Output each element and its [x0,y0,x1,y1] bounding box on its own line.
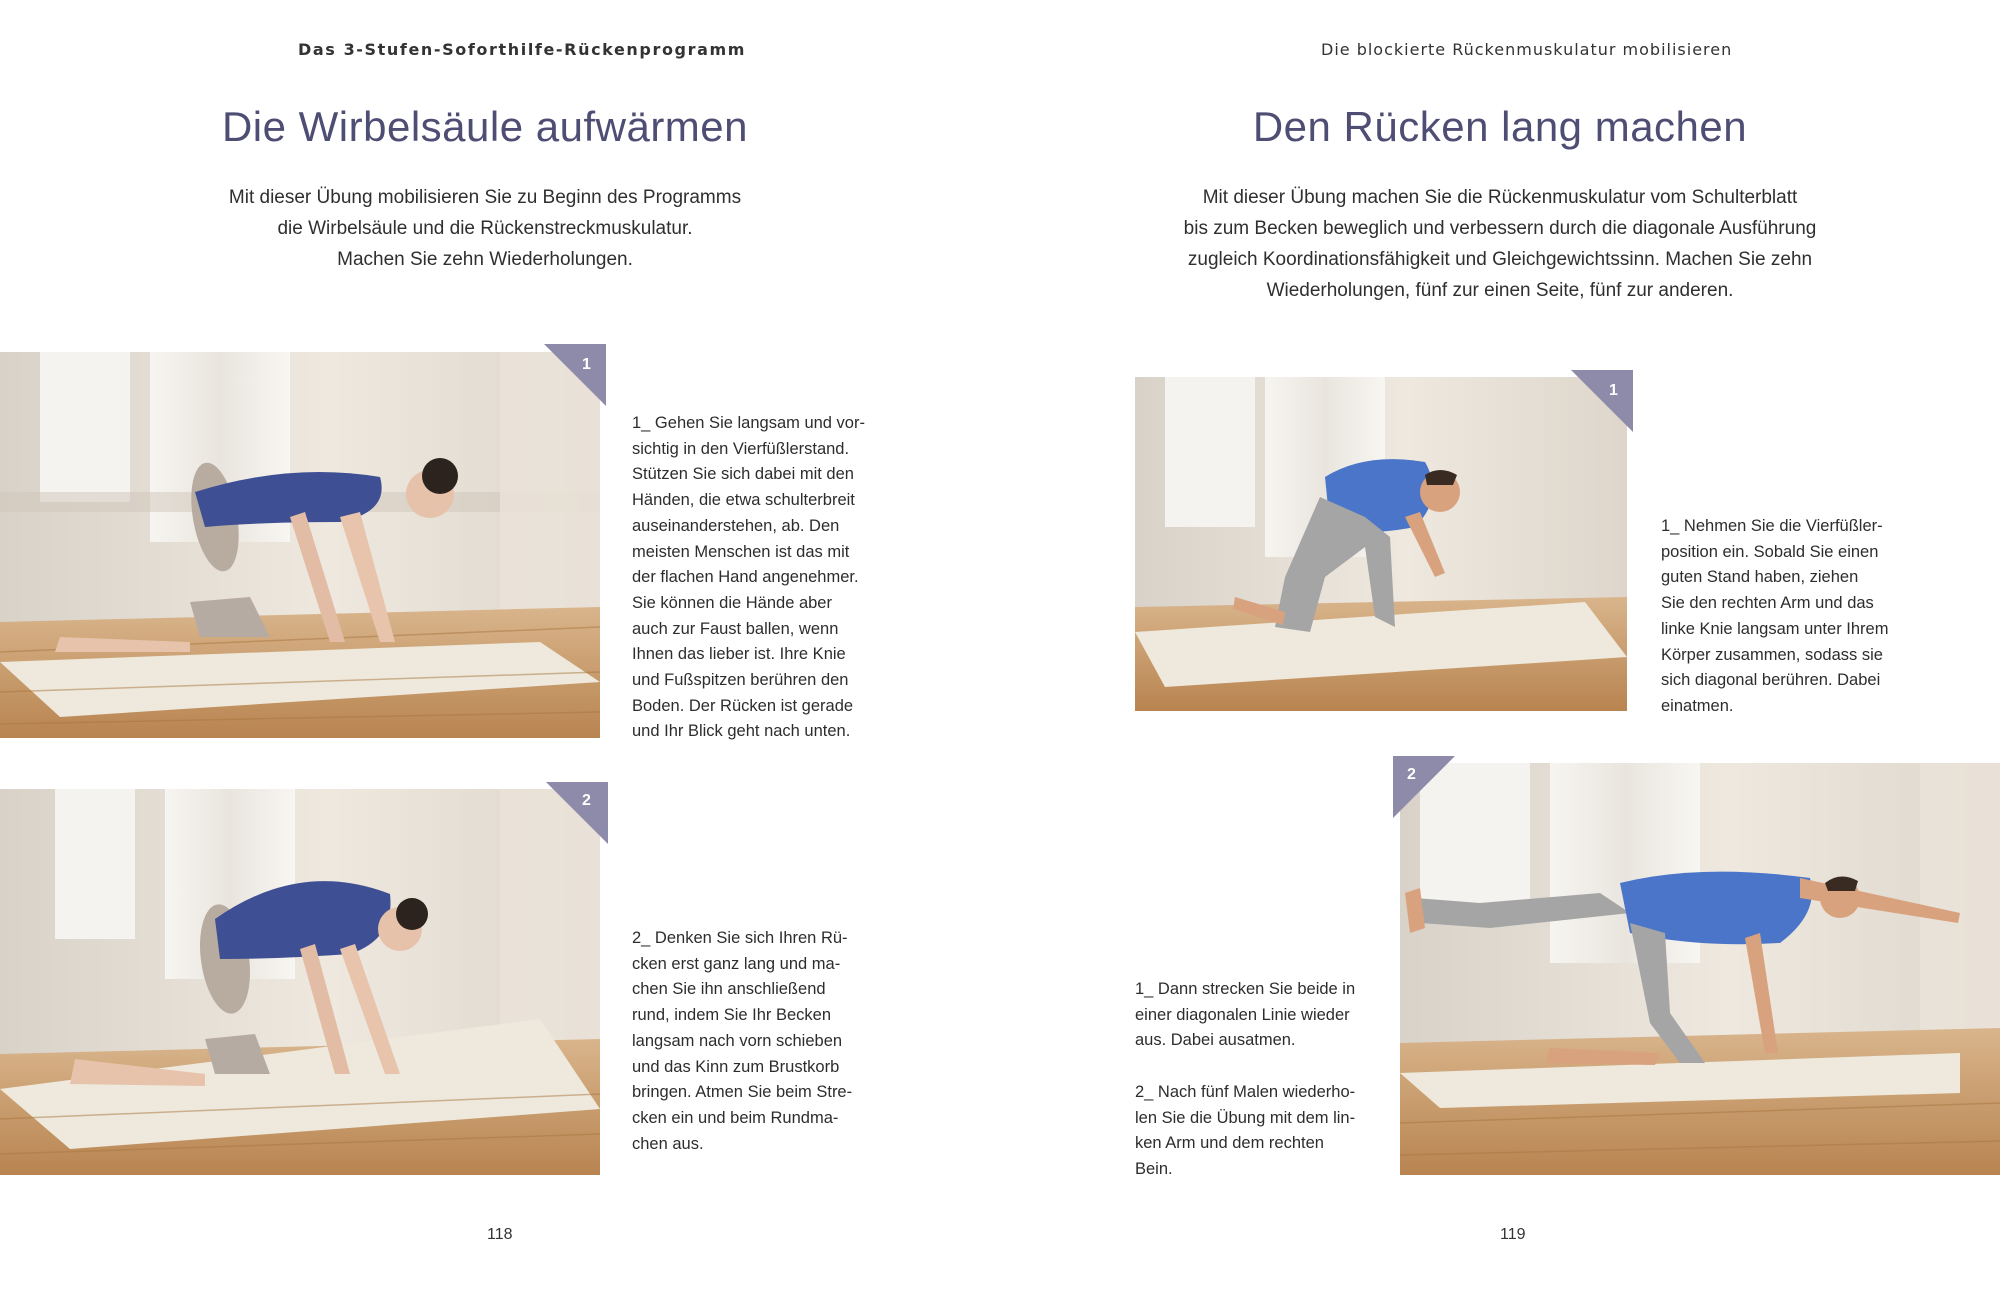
intro-left [0,182,970,275]
intro-line: Mit dieser Übung mobilisieren Sie zu Beginn des Programms [228,187,742,208]
text-line: langsam nach vorn schieben [632,1031,843,1050]
running-head-right: Die blockierte Rückenmuskulatur mobilisieren [1321,40,1733,59]
text-line: aus. Dabei ausatmen. [1135,1031,1296,1050]
page-title-left: Die Wirbelsäule aufwärmen [221,103,749,150]
text-line: bringen. Atmen Sie beim Stre- [632,1083,853,1102]
step-badge-1 [544,344,606,406]
text-line: cken ein und beim Rundma- [632,1108,839,1127]
text-line: einatmen. [1661,696,1734,715]
exercise-photo-cat-round-back [0,789,600,1175]
text-line: und Ihr Blick geht nach unten. [632,722,851,741]
text-line: 2_ Denken Sie sich Ihren Rü- [632,929,848,947]
intro-line: Machen Sie zehn Wiederholungen. [337,249,633,270]
intro-line: Wiederholungen, fünf zur einen Seite, fünf zur anderen. [1266,280,1734,301]
text-line: ken Arm und dem rechten [1135,1134,1324,1153]
text-line: Körper zusammen, sodass sie [1661,645,1883,664]
text-line: rund, indem Sie Ihr Becken [632,1006,832,1025]
intro-line: Mit dieser Übung machen Sie die Rückenmuskulatur vom Schulterblatt [1202,187,1798,208]
text-line: und das Kinn zum Brustkorb [632,1057,840,1076]
text-line: der flachen Hand angenehmer. [632,568,859,587]
text-line: sichtig in den Vierfüßlerstand. [632,439,850,458]
text-line: auseinanderstehen, ab. Den [632,516,840,535]
intro-line: zugleich Koordinationsfähigkeit und Gleichgewichtssinn. Machen Sie zehn [1187,249,1813,270]
exercise-photo-diagonal-stretch [1400,763,2000,1175]
intro-right [1000,182,2000,306]
text-line: chen Sie ihn anschließend [632,980,826,999]
step-badge-2 [1393,756,1455,818]
step-1-text-left [632,411,865,745]
text-line: linke Knie langsam unter Ihrem [1661,619,1889,638]
step-badge-number: 2 [582,792,591,809]
intro-line: die Wirbelsäule und die Rückenstreckmuskulatur. [277,218,693,239]
step-badge-2 [546,782,608,844]
text-line: Händen, die etwa schulterbreit [632,491,855,510]
text-line: 1_ Gehen Sie langsam und vor- [632,414,865,432]
text-line: Stützen Sie sich dabei mit den [632,465,854,484]
text-line: Boden. Der Rücken ist gerade [632,696,854,715]
text-line: Sie den rechten Arm und das [1661,594,1874,613]
text-line: 2_ Nach fünf Malen wiederho- [1135,1082,1356,1101]
step-1-text-right [1661,514,1888,720]
text-line: einer diagonalen Linie wieder [1135,1005,1350,1024]
text-line: Sie können die Hände aber [632,593,832,612]
text-line: auch zur Faust ballen, wenn [632,619,839,638]
step-badge-1 [1571,370,1633,432]
page-number-left: 118 [487,1226,513,1243]
text-line: Ihnen das lieber ist. Ihre Knie [632,645,846,664]
text-line: len Sie die Übung mit dem lin- [1135,1108,1356,1127]
step-badge-number: 1 [1609,382,1618,399]
text-line: Bein. [1135,1159,1173,1178]
text-line: sich diagonal berühren. Dabei [1661,671,1881,690]
text-line: 1_ Dann strecken Sie beide in [1135,980,1356,998]
exercise-photo-knee-to-elbow [1135,377,1627,711]
text-line: cken erst ganz lang und ma- [632,954,841,973]
text-line: guten Stand haben, ziehen [1661,568,1859,587]
right-page [1000,0,2000,1308]
step-2-text-right [1135,977,1355,1183]
step-badge-number: 1 [582,356,591,373]
text-line: und Fußspitzen berühren den [632,671,849,690]
step-2-text-left [632,926,852,1157]
intro-line: bis zum Becken beweglich und verbessern durch die diagonale Ausführung [1183,218,1817,239]
exercise-photo-cat-flat-back [0,352,600,738]
text-line: position ein. Sobald Sie einen [1661,542,1879,561]
step-badge-number: 2 [1407,766,1416,783]
page-number-right: 119 [1500,1226,1526,1243]
text-line: meisten Menschen ist das mit [632,542,850,561]
text-line: 1_ Nehmen Sie die Vierfüßler- [1661,517,1883,535]
page-title-right: Den Rücken lang machen [1252,103,1748,150]
running-head-left: Das 3-Stufen-Soforthilfe-Rückenprogramm [298,40,747,59]
text-line: chen aus. [632,1134,704,1153]
